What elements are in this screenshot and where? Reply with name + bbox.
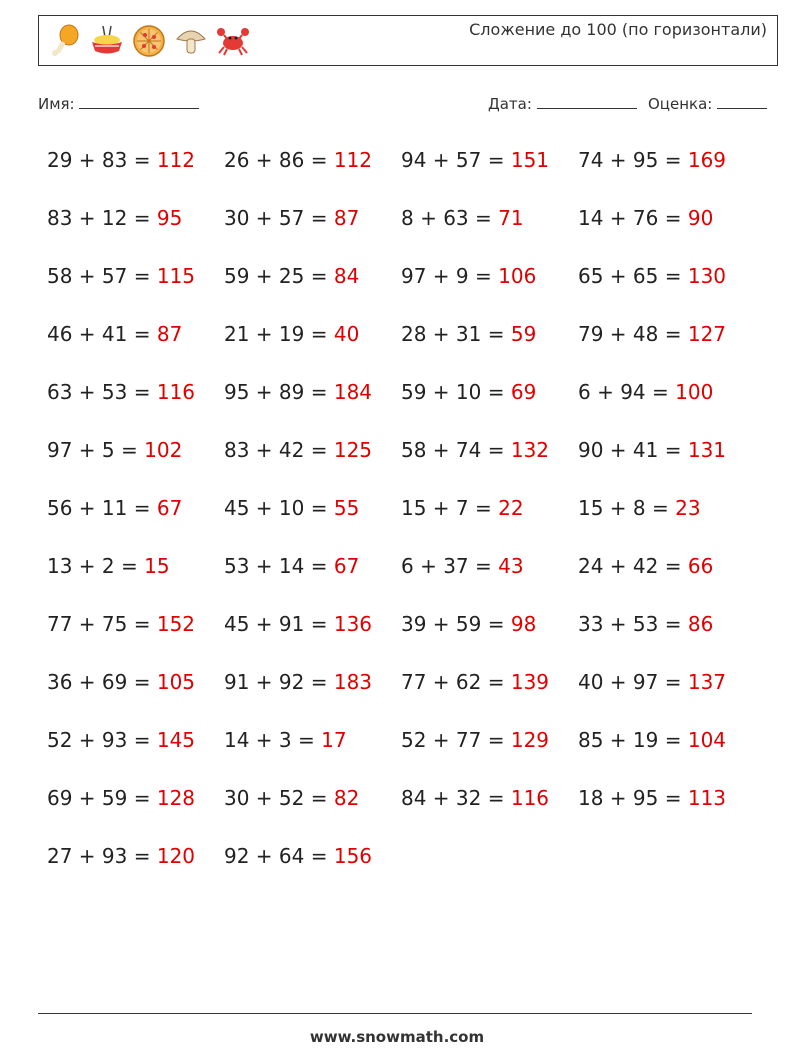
problem-item [401,206,524,230]
problem-question: 59 + 10 = [401,380,511,404]
problem-answer: 100 [675,380,714,404]
problem-question: 90 + 41 = [578,438,688,462]
problem-question: 69 + 59 = [47,786,157,810]
problem-answer: 139 [510,670,550,694]
problem-item [578,380,713,404]
problem-question: 8 + 63 = [401,206,499,230]
problem-question: 45 + 10 = [224,496,334,520]
problem-answer: 71 [498,206,524,230]
problem-question: 97 + 9 = [401,264,499,288]
name-blank [79,94,199,109]
problem-item [401,322,536,346]
problem-answer: 112 [156,148,196,172]
problem-question: 39 + 59 = [401,612,511,636]
name-label: Имя: [38,95,75,113]
problem-question: 15 + 7 = [401,496,499,520]
problem-question: 83 + 42 = [224,438,334,462]
problem-item [224,496,359,520]
problem-question: 85 + 19 = [578,728,688,752]
problem-answer: 87 [333,206,360,230]
date-field [488,94,637,113]
problem-answer: 156 [333,844,373,868]
problem-item [47,844,195,868]
problem-question: 94 + 57 = [401,148,511,172]
problem-item [47,206,182,230]
problem-answer: 69 [510,380,537,404]
problem-item [47,670,195,694]
problem-question: 30 + 57 = [224,206,334,230]
problem-item [578,786,726,810]
score-label: Оценка: [648,95,713,113]
problem-item [401,554,524,578]
problem-answer: 104 [687,728,727,752]
problem-answer: 66 [687,554,714,578]
problem-answer: 82 [333,786,360,810]
score-field [648,94,767,113]
problem-item [47,786,195,810]
problem-answer: 22 [498,496,524,520]
problem-item [47,380,195,404]
problem-question: 15 + 8 = [578,496,676,520]
problem-answer: 87 [156,322,183,346]
problem-answer: 112 [333,148,373,172]
problem-item [47,264,195,288]
problem-answer: 115 [156,264,196,288]
problem-item [224,786,359,810]
problem-answer: 131 [687,438,727,462]
problem-question: 58 + 74 = [401,438,511,462]
problem-item [224,612,372,636]
crab-icon [215,23,251,59]
problem-item [578,322,726,346]
problem-question: 53 + 14 = [224,554,334,578]
name-field [38,94,199,113]
problem-answer: 116 [156,380,196,404]
problem-question: 84 + 32 = [401,786,511,810]
problem-answer: 137 [687,670,727,694]
problem-item [578,206,713,230]
problem-item [401,670,549,694]
problem-answer: 127 [687,322,727,346]
problem-question: 29 + 83 = [47,148,157,172]
problem-question: 36 + 69 = [47,670,157,694]
rice-bowl-icon [89,23,125,59]
problem-answer: 151 [510,148,550,172]
problem-item [578,496,701,520]
date-label: Дата: [488,95,532,113]
problem-question: 79 + 48 = [578,322,688,346]
problem-answer: 102 [144,438,183,462]
problem-item [224,322,359,346]
problem-question: 13 + 2 = [47,554,145,578]
problem-answer: 95 [156,206,183,230]
problem-answer: 113 [687,786,727,810]
problem-question: 33 + 53 = [578,612,688,636]
problem-question: 59 + 25 = [224,264,334,288]
problem-item [578,670,726,694]
problem-question: 27 + 93 = [47,844,157,868]
problem-question: 26 + 86 = [224,148,334,172]
problem-answer: 125 [333,438,373,462]
problem-answer: 105 [156,670,196,694]
problem-answer: 84 [333,264,360,288]
pizza-icon [131,23,167,59]
problem-question: 28 + 31 = [401,322,511,346]
problem-question: 92 + 64 = [224,844,334,868]
problem-answer: 184 [333,380,373,404]
problem-question: 77 + 62 = [401,670,511,694]
problem-question: 56 + 11 = [47,496,157,520]
problem-question: 91 + 92 = [224,670,334,694]
problem-answer: 67 [156,496,183,520]
problem-question: 45 + 91 = [224,612,334,636]
problem-question: 63 + 53 = [47,380,157,404]
problem-answer: 55 [333,496,360,520]
mushroom-icon [173,23,209,59]
problem-answer: 86 [687,612,714,636]
problem-item [47,496,182,520]
problem-item [578,554,713,578]
problem-answer: 128 [156,786,196,810]
problem-item [47,438,182,462]
problem-item [224,728,347,752]
problem-item [401,264,536,288]
date-blank [537,94,637,109]
drumstick-icon [47,23,83,59]
score-blank [717,94,767,109]
problem-question: 95 + 89 = [224,380,334,404]
problem-item [224,264,359,288]
problem-item [578,148,726,172]
problem-item [578,728,726,752]
problem-item [47,612,195,636]
footer-url: www.snowmath.com [309,1028,485,1046]
problem-question: 52 + 77 = [401,728,511,752]
problem-item [47,554,170,578]
problem-item [47,148,195,172]
problem-question: 77 + 75 = [47,612,157,636]
problem-item [224,438,372,462]
problem-answer: 106 [498,264,537,288]
problem-item [47,728,195,752]
problem-answer: 40 [333,322,360,346]
icon-strip [47,21,251,61]
problem-item [224,380,372,404]
problem-answer: 17 [321,728,347,752]
problem-item [47,322,182,346]
problem-answer: 15 [144,554,170,578]
problem-item [401,786,549,810]
problem-question: 21 + 19 = [224,322,334,346]
problem-answer: 120 [156,844,196,868]
problem-answer: 23 [675,496,701,520]
problem-question: 52 + 93 = [47,728,157,752]
problem-answer: 132 [510,438,550,462]
problem-item [401,612,536,636]
problem-item [401,380,536,404]
problem-question: 24 + 42 = [578,554,688,578]
problem-question: 30 + 52 = [224,786,334,810]
problem-item [401,438,549,462]
problem-question: 40 + 97 = [578,670,688,694]
worksheet-title: Сложение до 100 (по горизонтали) [469,20,767,39]
problem-item [401,728,549,752]
problem-question: 74 + 95 = [578,148,688,172]
problem-item [578,264,726,288]
problem-answer: 145 [156,728,196,752]
problem-question: 18 + 95 = [578,786,688,810]
problem-answer: 98 [510,612,537,636]
problem-question: 6 + 94 = [578,380,676,404]
problem-item [401,496,524,520]
problem-question: 14 + 76 = [578,206,688,230]
problem-answer: 152 [156,612,196,636]
problem-item [224,670,372,694]
problem-answer: 130 [687,264,727,288]
problem-answer: 129 [510,728,550,752]
problem-question: 65 + 65 = [578,264,688,288]
problem-answer: 59 [510,322,537,346]
problem-answer: 43 [498,554,524,578]
problem-question: 6 + 37 = [401,554,499,578]
problem-answer: 90 [687,206,714,230]
problem-question: 58 + 57 = [47,264,157,288]
problem-question: 14 + 3 = [224,728,322,752]
problem-answer: 183 [333,670,373,694]
problem-question: 83 + 12 = [47,206,157,230]
problem-question: 97 + 5 = [47,438,145,462]
problem-answer: 169 [687,148,727,172]
problem-item [224,206,359,230]
problem-question: 46 + 41 = [47,322,157,346]
problem-answer: 67 [333,554,360,578]
problem-item [224,148,372,172]
worksheet-header [38,15,778,66]
problem-item [401,148,549,172]
problem-item [578,438,726,462]
problem-answer: 136 [333,612,373,636]
problem-item [224,844,372,868]
footer-divider [38,1013,752,1014]
problem-answer: 116 [510,786,550,810]
problem-item [578,612,713,636]
problem-item [224,554,359,578]
